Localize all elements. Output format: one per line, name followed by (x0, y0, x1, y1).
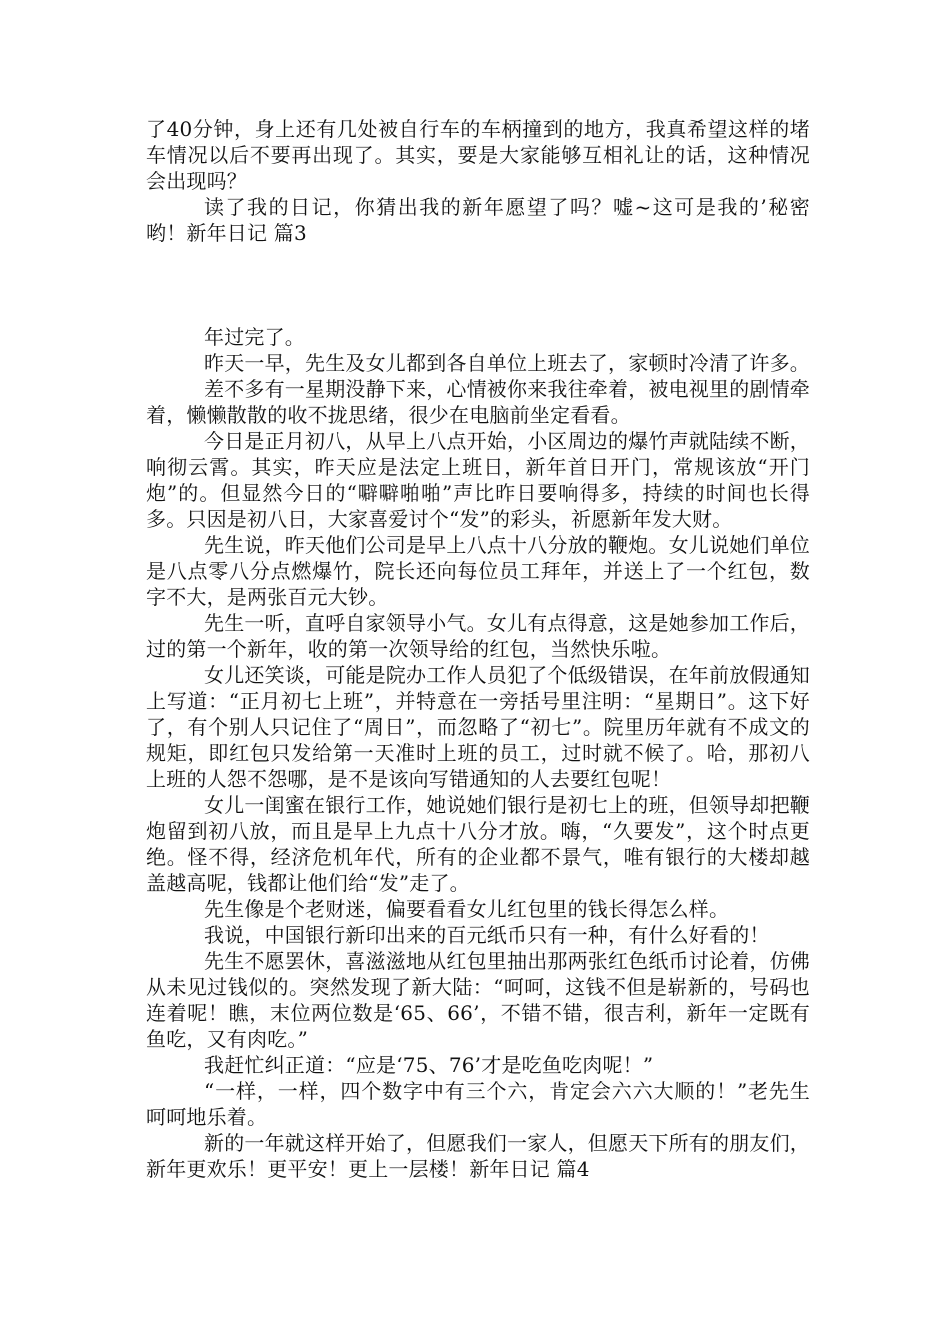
paragraph: 女儿一闺蜜在银行工作，她说她们银行是初七上的班，但领导却把鞭炮留到初八放，而且是早上九点十八分才放。嗨，“久要发”，这个时点更绝。怪不得，经济危机年代，所有的企业都不景气，唯有银行的大楼却越盖越高呢，钱都让他们给“发”走了。 (146, 793, 810, 895)
paragraph: 先生一听，直呼自家领导小气。女儿有点得意，这是她参加工作后，过的第一个新年，收的第一次领导给的红包，当然快乐啦。 (146, 611, 810, 661)
paragraph: 差不多有一星期没静下来，心情被你来我往牵着，被电视里的剧情牵着，懒懒散散的收不拢思绪，很少在电脑前坐定看看。 (146, 377, 810, 427)
document-body (146, 116, 810, 1182)
paragraph: 先生不愿罢休，喜滋滋地从红包里抽出那两张红色纸币讨论着，仿佛从未见过钱似的。突然发现了新大陆：“呵呵，这钱不但是崭新的，号码也连着呢！瞧，末位两位数是‘65、66’，不错不错，很吉利，新年一定既有鱼吃，又有肉吃。” (146, 949, 810, 1051)
paragraph: 我赶忙纠正道：“应是‘75、76’才是吃鱼吃肉呢！” (204, 1053, 654, 1077)
paragraph: 昨天一早，先生及女儿都到各自单位上班去了，家顿时冷清了许多。 (204, 351, 810, 375)
paragraph: 我说，中国银行新印出来的百元纸币只有一种，有什么好看的！ (204, 923, 770, 947)
paragraph: 先生说，昨天他们公司是早上八点十八分放的鞭炮。女儿说她们单位是八点零八分点燃爆竹，院长还向每位员工拜年，并送上了一个红包，数字不大，是两张百元大钞。 (146, 533, 810, 609)
paragraph: 先生像是个老财迷，偏要看看女儿红包里的钱长得怎么样。 (204, 897, 730, 921)
paragraph: 年过完了。 (204, 325, 305, 349)
paragraph: 了40分钟，身上还有几处被自行车的车柄撞到的地方，我真希望这样的堵车情况以后不要再出现了。其实，要是大家能够互相礼让的话，这种情况会出现吗？ (146, 117, 810, 193)
section-gap (146, 246, 810, 324)
paragraph: “一样，一样，四个数字中有三个六，肯定会六六大顺的！”老先生呵呵地乐着。 (146, 1079, 810, 1129)
paragraph: 读了我的日记，你猜出我的新年愿望了吗？嘘~这可是我的’秘密哟！新年日记 篇3 (146, 195, 810, 245)
paragraph: 女儿还笑谈，可能是院办工作人员犯了个低级错误，在年前放假通知上写道：“正月初七上班”，并特意在一旁括号里注明：“星期日”。这下好了，有个别人只记住了“周日”，而忽略了“初七”。院里历年就有不成文的规矩，即红包只发给第一天准时上班的员工，过时就不候了。哈，那初八上班的人怨不怨哪，是不是该向写错通知的人去要红包呢！ (146, 663, 810, 791)
paragraph: 新的一年就这样开始了，但愿我们一家人，但愿天下所有的朋友们，新年更欢乐！更平安！更上一层楼！新年日记 篇4 (146, 1131, 810, 1181)
paragraph: 今日是正月初八，从早上八点开始，小区周边的爆竹声就陆续不断，响彻云霄。其实，昨天应是法定上班日，新年首日开门，常规该放“开门炮”的。但显然今日的“噼噼啪啪”声比昨日要响得多，持续的时间也长得多。只因是初八日，大家喜爱讨个“发”的彩头，祈愿新年发大财。 (146, 429, 810, 531)
